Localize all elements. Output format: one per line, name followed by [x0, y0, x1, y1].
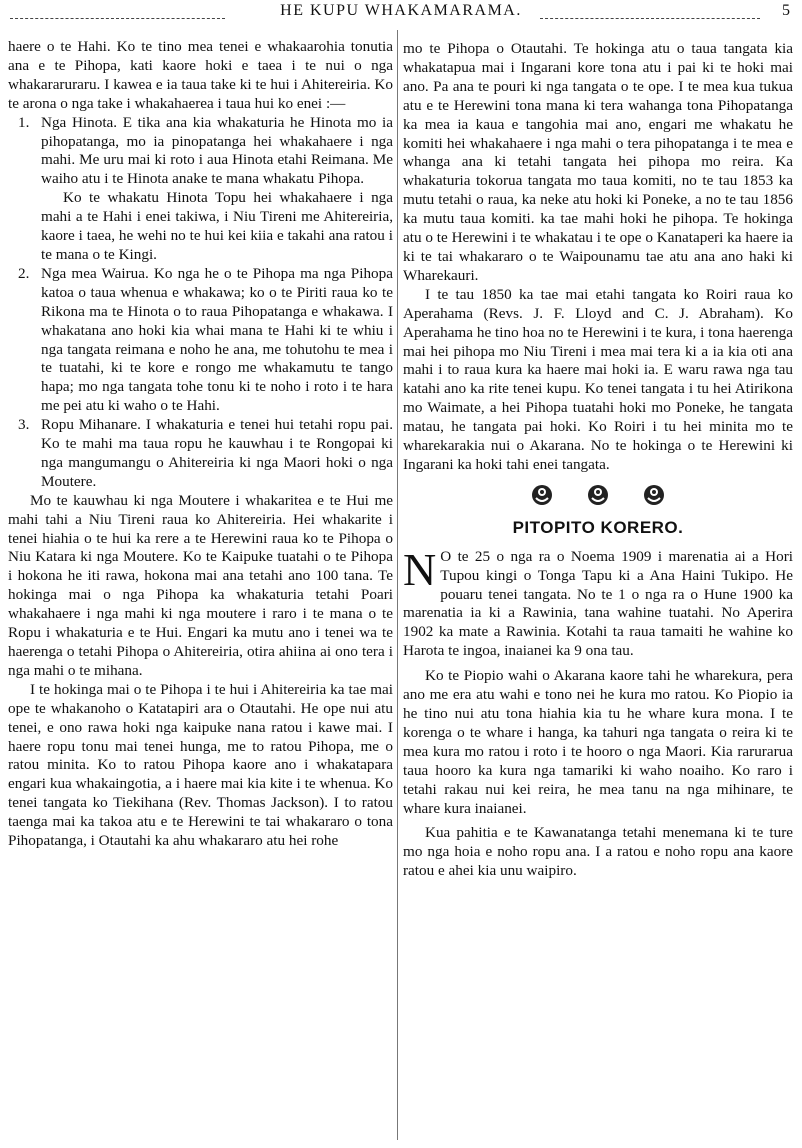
paragraph-kawanatanga: Kua pahitia e te Kawanatanga tetahi menemana ki te ture mo nga hoia e noho ropu ana. I a ratou e noho ropu ana kaore ratou e ahei kia unu waipiro.: [403, 824, 793, 880]
list-item-subparagraph: Ko te whakatu Hinota Topu hei whakahaere i nga mahi a te Hahi i enei takiwa, i Niu Tireni me Ahitereiria, kaore i taea, he wehi no te hui kei kiia e takahi ana ratou i te mana o te Kingi.: [41, 189, 393, 263]
ornament-row: [403, 483, 793, 509]
intro-paragraph: haere o te Hahi. Ko te tino mea tenei e whakaarohia tonutia ana e te Pihopa, kati kaore hoki e taea i te nui o nga whakararuraru. I kawea e ia taua take ki te hui i Ahitereiria. Ko te arona o nga take i whakahaerea i taua hui ko enei :—: [8, 38, 393, 112]
paragraph-hokinga: I te hokinga mai o te Pihopa i te hui i Ahitereiria ka tae mai ope te whakanoho o Katatapiri ara o Otautahi. He ope nui atu tenei, e ono rawa hoki nga kaipuke nana ratou i kawe mai. I haere ropu tonu mai tenei hunga, me to ratou Pihopa, me o ratou minita. Ko to ratou Pihopa kaore ano i whakatapara engari kua whakaingotia, a i haere mai kia kite i te whenua. Ko tenei tangata ko Tiekihana (Rev. Thomas Jackson). I to ratou taenga mai ka takoa atu e te Herewini te tai whakararo o tona Pihopatanga, i Otautahi ka ahu whakararo atu hei rohe: [8, 680, 393, 850]
section-title: PITOPITO KORERO.: [512, 517, 684, 537]
running-title: HE KUPU WHAKAMARAMA.: [280, 2, 522, 19]
page-header: [0, 2, 802, 20]
left-column: [8, 38, 393, 851]
paragraph-moutere: Mo te kauwhau ki nga Moutere i whakaritea e te Hui me mahi tahi a Niu Tireni raua ko Ahitereiria. Hei whakarite i tenei hiahia o te hui ka rere a te Herewini raua ko te Pihopa o Niu Katara ki nga Moutere. Ko te Kaipuke tuatahi o te Pihopa i hokona he iti rawa, hokona mai ana tetahi ano 100 tana. Te hokinga mai o nga Pihopa ka whakaturia tetahi Poari whakahaere i nga mahi ki nga moutere i raro i te mana o te Ropu i whakaturia e te Hui. Engari ka mutu ano i tenei wa te haerenga o tetahi Pihopa o Ahitereiria, otira ahiina ai ono tera i nga mahi o te mihana.: [8, 491, 393, 679]
header-rule-right: [540, 18, 760, 19]
list-number: 1.: [18, 113, 30, 131]
flower-ornament-icon: [642, 483, 666, 513]
flower-ornament-icon: [530, 483, 554, 513]
list-item-text: Nga mea Wairua. Ko nga he o te Pihopa ma nga Pihopa katoa o taua whenua e whakawa; ko o te Piriti raua ko te Rikona ma te Hinota o to raua Pihopatanga e whakawa. I whakatana ano hoki kia whai mana te Hahi ki te whiu i nga tangata reimana e noho he ana, me tohutohu te mea i te tuatahi, ki te kore e rongo me whakamutu te tango hapa; mo nga tangata tohe tonu ki te noho i roto i te hara me pei atu ki waho o te Hahi.: [41, 264, 393, 415]
list-item: [8, 114, 393, 265]
list-number: 3.: [18, 416, 30, 434]
paragraph-piopio: Ko te Piopio wahi o Akarana kaore tahi he wharekura, pera ano me era atu wahi e tono nei he kura mo ratou. Ko Piopio ia he tino nui atu tona hiahia kia tu he whare kura mona. I te korenga o te whare i hanga, ka tahuri nga tangata o reira ki te mea kura mo ratou i roto i te hooro o nga Maori. Kia rarurarua taua hooro ka kura nga tamariki ki waho noaiho. Ko raro i tetahi rakau nui kei reira, he mea tanu na nga mihinare, te whare kura inaianei.: [403, 667, 793, 817]
drop-cap: N: [403, 543, 437, 595]
paragraph-marena-text: O te 25 o nga ra o Noema 1909 i marenatia ai a Hori Tupou kingi o Tonga Tapu ki a Ana Haini Tukipo. He pouaru tenei tangata. No te 1 o nga ra o Hune 1900 ka marenatia ia ki a Rawinia, tana wahine tuatahi. No Aperira 1902 ka mate a Rawinia. Kotahi ta raua tamaiti he wahine ko Harota te ingoa, inaianei ka 9 ona tau.: [403, 547, 793, 660]
list-item: [8, 265, 393, 416]
paragraph-marena: [403, 543, 793, 661]
list-item-text: Nga Hinota. E tika ana kia whakaturia he Hinota mo ia pihopatanga, mo ia pinopatanga hei whakahaere i nga mahi. Me uru mai ki roto i aua Hinota etahi Reimana. Me waiho atu i te Hinota anake te mana whakatu Pihopa.: [41, 113, 393, 188]
list-item-text: Ropu Mihanare. I whakaturia e tenei hui tetahi ropu pai. Ko te mahi ma taua ropu he kauwhau i te Rongopai ki nga mangumangu o Ahitereiria ki nga Maori hoki o nga Moutere.: [41, 416, 393, 490]
page-number: 5: [782, 2, 790, 19]
paragraph-1850: I te tau 1850 ka tae mai etahi tangata ko Roiri raua ko Aperahama (Revs. J. F. Lloyd and C. J. Abraham). Ko Aperahama he tino hoa no te Herewini i te kura, i tona haerenga mai hei pihopa mo Niu Tireni i mea mai tera ki a ia kia oti ana mahi i to raua kura ka haere mai hoki ia. E waru rawa nga tau katahi ano ka rite tenei kupu. Ko tenei tangata i tu hei Atirikona mo Waimate, a hei Pihopa tuatahi hoki mo Poneke, he tangata matau, he tangata pai hoki. Ko Roiri i tu hei minita mo te wharekarakia nui o Akarana. No te hokinga o te Herewini ki Ingarani ka hoki tahi enei tangata.: [403, 285, 793, 473]
numbered-list: [8, 114, 393, 492]
list-number: 2.: [18, 264, 30, 282]
list-item: [8, 416, 393, 492]
paragraph-continued: mo te Pihopa o Otautahi. Te hokinga atu o taua tangata kia whakatapua mai i Ingarani kore tona atu i pai ki te hoki mai ano. Pa ana te pouri ki nga tangata o te ope. I te mea kua tukua atu e te Herewini tona mana ki tera wahanga tona Pihopatanga ka mea ia kaua e tangohia mai ano, engari me whakatu he komiti hei whakahaere i nga mahi o tera pihopatanga i te mea e whanga ana ki tetahi tangata hei pihopa mo reira. Ka whakaturia tokorua tangata mo taua komiti, no te tau 1853 ka mutu tetahi o raua, ka neke atu hoki ki Poneke, a no te tau 1856 ka mutu taua komiti. ka tae mahi hoki he pihopa. Te hokinga atu o te Herewini i te whakatau i te ope o Kanataperi ka haere ia ki te tai whakararo o te Waipounamu tae atu ana ano haki ki Wharekauri.: [403, 40, 793, 284]
flower-ornament-icon: [586, 483, 610, 513]
column-divider: [397, 30, 398, 1140]
right-column: [403, 40, 793, 881]
